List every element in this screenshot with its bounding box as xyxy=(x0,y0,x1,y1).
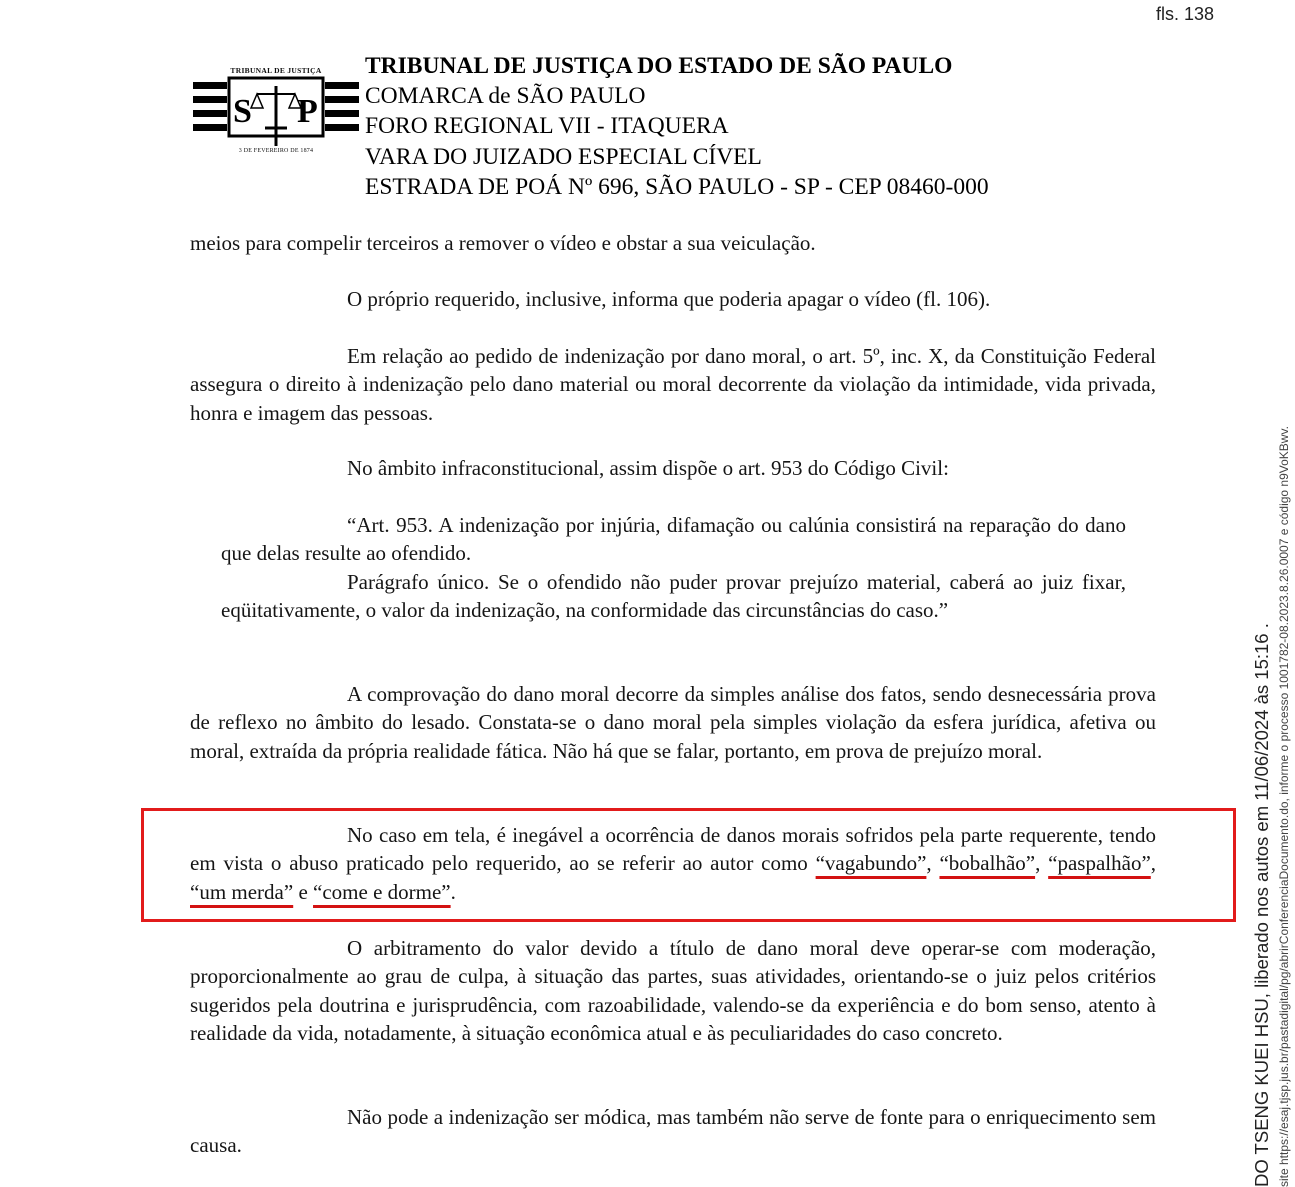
separator: e xyxy=(293,879,308,904)
insult-term-3: “paspalhão” xyxy=(1048,851,1151,876)
insult-term-5: “come e dorme” xyxy=(313,879,451,904)
insult-term-4: “um merda” xyxy=(190,879,294,904)
highlight-box xyxy=(141,808,1236,922)
quote-article: “Art. 953. A indenização por injúria, difamação ou calúnia consistirá na reparação do dano que delas resulte ao ofendido. xyxy=(221,513,1126,566)
court-header xyxy=(365,51,989,202)
paragraph-1: meios para compelir terceiros a remover o vídeo e obstar a sua veiculação. xyxy=(190,231,816,255)
vara: VARA DO JUIZADO ESPECIAL CÍVEL xyxy=(365,143,762,170)
court-address: ESTRADA DE POÁ Nº 696, SÃO PAULO - SP - CEP 08460-000 xyxy=(365,173,989,200)
insult-term-1: “vagabundo” xyxy=(815,851,927,876)
court-logo xyxy=(193,62,359,160)
court-name: TRIBUNAL DE JUSTIÇA DO ESTADO DE SÃO PAULO xyxy=(365,53,953,79)
paragraph-8: Não pode a indenização ser módica, mas também não serve de fonte para o enriquecimento sem causa. xyxy=(190,1105,1156,1158)
paragraph-3: Em relação ao pedido de indenização por dano moral, o art. 5º, inc. X, da Constituição Federal assegura o direito à indenização pelo dano material ou moral decorrente da violação da intimidade, vida privada, honra e imagem das pessoas. xyxy=(190,344,1156,425)
separator: . xyxy=(450,879,456,904)
side-text-secondary: site https://esaj.tjsp.jus.br/pastadigital/pg/abrirConferenciaDocumento.do, informe o processo 1001782-08.2023.8.26.0007 e código n9VoKBwv. xyxy=(1277,426,1291,1187)
paragraph-5: A comprovação do dano moral decorre da simples análise dos fatos, sendo desnecessária prova de reflexo no âmbito do lesado. Constata-se o dano moral pela simples violação da esfera jurídica, afetiva ou moral, extraída da própria realidade fática. Não há que se falar, portanto, em prova de prejuízo moral. xyxy=(190,682,1156,763)
foro: FORO REGIONAL VII - ITAQUERA xyxy=(365,113,729,140)
logo-bottom-text: 3 DE FEVEREIRO DE 1874 xyxy=(238,148,314,154)
logo-letter-right: P xyxy=(297,93,318,130)
side-validation-text xyxy=(1251,187,1291,1187)
highlight-intro: No caso em tela, é inegável a ocorrência de danos morais sofridos pela parte requerente, tendo em vista o abuso praticado pelo requerido, ao se referir ao autor como xyxy=(190,823,1156,876)
logo-top-text: TRIBUNAL DE JUSTIÇA xyxy=(230,66,322,75)
paragraph-2: O próprio requerido, inclusive, informa que poderia apagar o vídeo (fl. 106). xyxy=(347,287,991,311)
insult-term-2: “bobalhão” xyxy=(939,851,1036,876)
article-quote xyxy=(221,511,1126,624)
court-seal-icon xyxy=(193,76,359,146)
logo-letter-left: S xyxy=(233,93,252,130)
page-number: fls. 138 xyxy=(1156,4,1215,24)
quote-paragraph: Parágrafo único. Se o ofendido não puder provar prejuízo material, caberá ao juiz fixar, eqüitativamente, o valor da indenização, na conformidade das circunstâncias do caso.” xyxy=(221,569,1126,622)
separator: , xyxy=(1035,851,1041,876)
comarca: COMARCA de SÃO PAULO xyxy=(365,83,646,110)
paragraph-7: O arbitramento do valor devido a título de dano moral deve operar-se com moderação, proporcionalmente ao grau de culpa, à situação das partes, suas atividades, orientando-se o juiz pelos critérios sugeridos pela doutrina e jurisprudência, com razoabilidade, valendo-se da experiência e do bom senso, atento à realidade da vida, notadamente, à situação econômica atual e às peculiaridades do caso concreto. xyxy=(190,936,1156,1045)
separator: , xyxy=(926,851,932,876)
paragraph-4: No âmbito infraconstitucional, assim dispõe o art. 953 do Código Civil: xyxy=(347,456,949,480)
side-text-main: DO TSENG KUEI HSU, liberado nos autos em 11/06/2024 às 15:16 . xyxy=(1251,623,1272,1187)
separator: , xyxy=(1150,851,1157,876)
